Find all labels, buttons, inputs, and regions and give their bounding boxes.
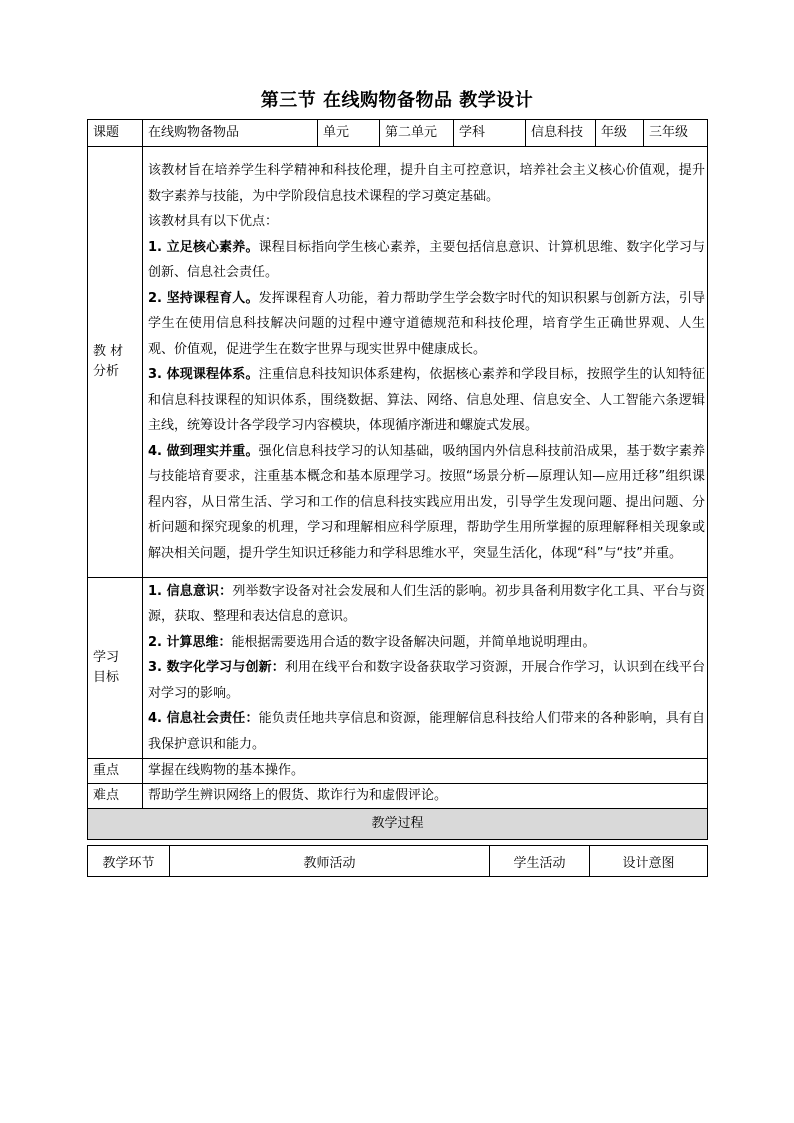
lesson-plan-table — [87, 119, 708, 840]
process-header: 教学过程 — [88, 809, 708, 840]
objective-item — [148, 630, 705, 656]
subject-label: 学科 — [454, 120, 526, 147]
objective-body: 列举数字设备对社会发展和人们生活的影响。初步具备利用数字化工具、平台与资源，获取、整理和表达信息的意识。 — [148, 583, 705, 625]
unit-label: 单元 — [318, 120, 380, 147]
objectives-label-line2: 目标 — [93, 670, 120, 685]
process-column-intent: 设计意图 — [590, 846, 708, 877]
grade-label: 年级 — [596, 120, 644, 147]
subject-value: 信息科技 — [526, 120, 596, 147]
key-point-value: 掌握在线购物的基本操作。 — [143, 759, 708, 784]
topic-label: 课题 — [88, 120, 143, 147]
topic-value: 在线购物备物品 — [143, 120, 318, 147]
analysis-point — [148, 286, 705, 363]
page-title: 第三节 在线购物备物品 教学设计 — [260, 90, 534, 111]
analysis-point-body: 强化信息科技学习的认知基础，吸纳国内外信息科技前沿成果，基于数字素养与技能培育要求，注重基本概念和基本原理学习。按照“场景分析—原理认知—应用迁移”组织课程内容，从日常生活、学习和工作的信息科技实践应用出发，引导学生发现问题、提出问题、分析问题和探究现象的机理，学习和理解相应科学原理，帮助学生用所掌握的原理解释相关现象或解决相关问题，提升学生知识迁移能力和学科思维水平，突显生活化，体现“科”与“技”并重。 — [148, 443, 705, 561]
objective-head: 2. 计算思维： — [148, 634, 232, 650]
objectives-row — [88, 578, 708, 759]
objective-item — [148, 655, 705, 706]
objective-body: 能根据需要选用合适的数字设备解决问题，并简单地说明理由。 — [231, 634, 596, 650]
objective-item — [148, 706, 705, 757]
objectives-label-line1: 学习 — [93, 650, 120, 665]
meta-row — [88, 120, 708, 147]
process-header-row — [88, 809, 708, 840]
analysis-row — [88, 147, 708, 578]
objectives-content — [143, 578, 708, 759]
objective-head: 4. 信息社会责任： — [148, 711, 259, 727]
analysis-label — [88, 147, 143, 578]
process-columns-row — [88, 846, 708, 877]
analysis-point-body: 注重信息科技知识体系建构，依据核心素养和学段目标，按照学生的认知特征和信息科技课程的知识体系，围绕数据、算法、网络、信息处理、信息安全、人工智能六条逻辑主线，统筹设计各学段学习内容模块，体现循序渐进和螺旋式发展。 — [148, 367, 705, 433]
analysis-point-head: 1. 立足核心素养。 — [148, 239, 259, 255]
analysis-intro: 该教材旨在培养学生科学精神和科技伦理，提升自主可控意识，培养社会主义核心价值观，提升数字素养与技能，为中学阶段信息技术课程的学习奠定基础。 — [148, 163, 705, 204]
objective-head: 3. 数字化学习与创新： — [148, 660, 285, 676]
analysis-point-head: 2. 坚持课程育人。 — [148, 290, 259, 306]
analysis-label-line2: 分析 — [93, 364, 120, 379]
analysis-point-body: 课程目标指向学生核心素养，主要包括信息意识、计算机思维、数字化学习与创新、信息社会责任。 — [148, 239, 705, 280]
analysis-point — [148, 362, 705, 439]
process-column-stage: 教学环节 — [88, 846, 170, 877]
analysis-point-head: 3. 体现课程体系。 — [148, 367, 259, 382]
process-column-teacher: 教师活动 — [170, 846, 490, 877]
objectives-label — [88, 578, 143, 759]
objective-item — [148, 579, 705, 630]
analysis-point — [148, 235, 705, 286]
analysis-label-line1: 教 材 — [93, 344, 124, 359]
unit-value: 第二单元 — [380, 120, 454, 147]
objective-body: 利用在线平台和数字设备获取学习资源，开展合作学习，认识到在线平台对学习的影响。 — [148, 660, 705, 701]
difficulty-label: 难点 — [88, 784, 143, 809]
difficulty-row — [88, 784, 708, 809]
objective-head: 1. 信息意识： — [148, 583, 233, 599]
analysis-content — [143, 147, 708, 578]
analysis-advantages-intro: 该教材具有以下优点： — [148, 214, 279, 229]
difficulty-value: 帮助学生辨识网络上的假货、欺诈行为和虚假评论。 — [143, 784, 708, 809]
analysis-point-head: 4. 做到理实并重。 — [148, 443, 259, 459]
grade-value: 三年级 — [644, 120, 708, 147]
process-columns-table — [87, 845, 708, 877]
process-column-student: 学生活动 — [490, 846, 590, 877]
analysis-point — [148, 439, 705, 567]
objective-body: 能负责任地共享信息和资源，能理解信息科技给人们带来的各种影响，具有自我保护意识和能力。 — [148, 711, 705, 752]
key-point-label: 重点 — [88, 759, 143, 784]
key-point-row — [88, 759, 708, 784]
analysis-point-body: 发挥课程育人功能，着力帮助学生学会数字时代的知识积累与创新方法，引导学生在使用信息科技解决问题的过程中遵守道德规范和科技伦理，培育学生正确世界观、人生观、价值观，促进学生在数字世界与现实世界中健康成长。 — [148, 290, 705, 357]
